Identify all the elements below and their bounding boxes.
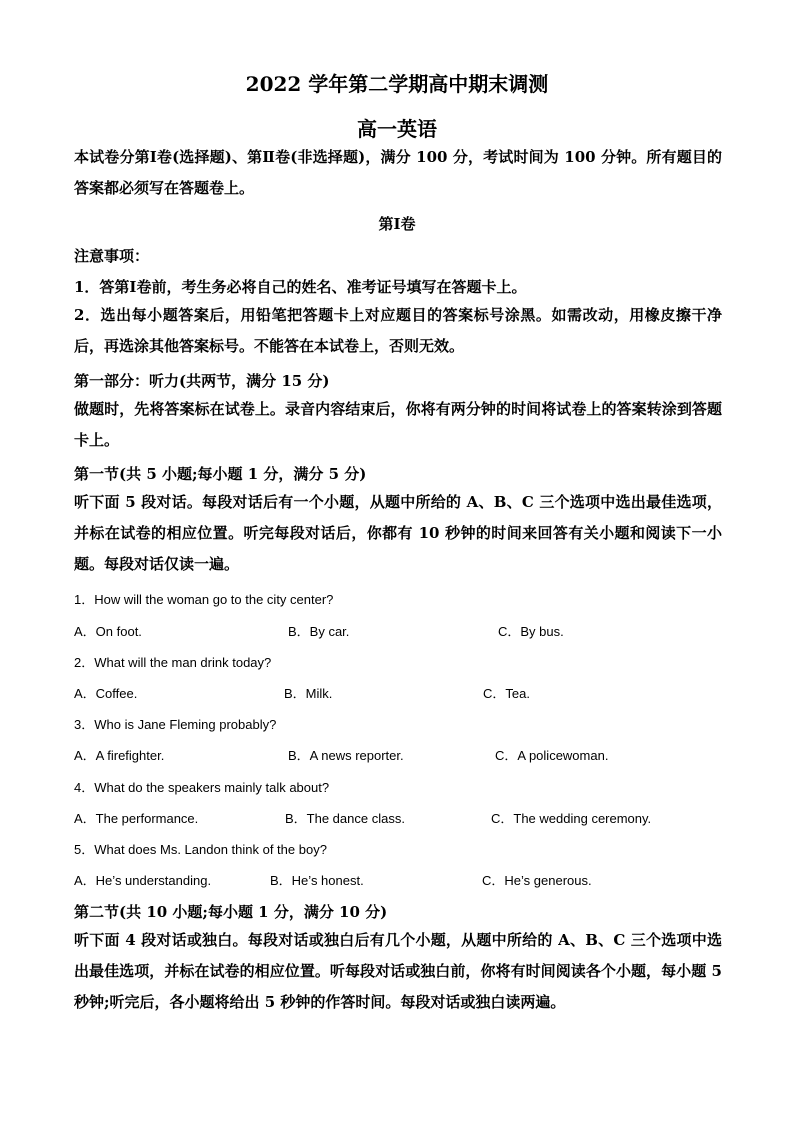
part1-heading: 第一部分：听力(共两节，满分 15 分) [74,372,330,390]
question-2-option-c: C．Tea. [483,686,530,701]
exam-title: 2022 学年第二学期高中期末调测 [245,72,549,96]
intro-paragraph: 本试卷分第Ⅰ卷(选择题)、第Ⅱ卷(非选择题)，满分 100 分，考试时间为 100 分钟。所有题目的答案都必须写在答题卷上。 [74,148,722,197]
section2-heading: 第二节(共 10 小题;每小题 1 分，满分 10 分) [74,903,388,921]
question-4-option-c: C．The wedding ceremony. [491,811,652,826]
section2-instruction: 听下面 4 段对话或独白。每段对话或独白后有几个小题，从题中所给的 A、B、C 三个选项中选出最佳选项，并标在试卷的相应位置。听每段对话或独白前，你将有时间阅读各个小题，每小题 5 秒钟;听完后，各小题将给出 5 秒钟的作答时间。每段对话或独白读两遍。 [74,931,722,1011]
question-5-option-a: A．He’s understanding. [74,873,212,888]
question-3-option-a: A．A firefighter. [74,748,165,763]
notice-item-2: 2．选出每小题答案后，用铅笔把答题卡上对应题目的答案标号涂黑。如需改动，用橡皮擦干净后，再选涂其他答案标号。不能答在本试卷上，否则无效。 [74,306,722,355]
question-2-option-b: B．Milk. [284,686,333,701]
section1-instruction: 听下面 5 段对话。每段对话后有一个小题，从题中所给的 A、B、C 三个选项中选出最佳选项，并标在试卷的相应位置。听完每段对话后，你都有 10 秒钟的时间来回答有关小题和阅读下一小题。每段对话仅读一遍。 [74,493,722,573]
question-3-option-c: C．A policewoman. [495,748,609,763]
question-5-option-b: B．He’s honest. [270,873,364,888]
question-1-option-b: B．By car. [288,624,350,639]
question-5-option-c: C．He’s generous. [482,873,592,888]
question-4-stem: 4．What do the speakers mainly talk about? [74,780,330,795]
question-3-option-b: B．A news reporter. [288,748,404,763]
question-4-option-a: A．The performance. [74,811,199,826]
question-1-option-c: C．By bus. [498,624,564,639]
question-1-option-a: A．On foot. [74,624,142,639]
notice-item-1: 1．答第Ⅰ卷前，考生务必将自己的姓名、准考证号填写在答题卡上。 [74,278,527,296]
part1-instruction: 做题时，先将答案标在试卷上。录音内容结束后，你将有两分钟的时间将试卷上的答案转涂到答题卡上。 [74,400,722,449]
question-5-stem: 5．What does Ms. Landon think of the boy? [74,842,327,857]
question-1-stem: 1．How will the woman go to the city center? [74,592,334,607]
notice-heading: 注意事项： [74,247,150,265]
question-3-stem: 3．Who is Jane Fleming probably? [74,717,277,732]
question-2-option-a: A．Coffee. [74,686,138,701]
volume-label: 第Ⅰ卷 [378,215,416,233]
question-4-option-b: B．The dance class. [285,811,405,826]
exam-subtitle: 高一英语 [357,117,437,141]
section1-heading: 第一节(共 5 小题;每小题 1 分，满分 5 分) [74,465,367,483]
question-2-stem: 2．What will the man drink today? [74,655,272,670]
